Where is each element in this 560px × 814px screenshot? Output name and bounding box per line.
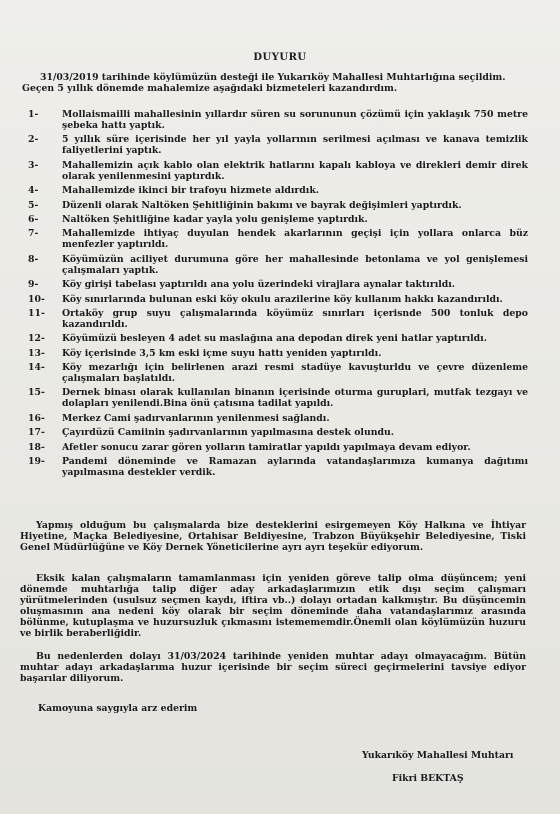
list-item-number: 2- — [28, 134, 39, 146]
list-item-number: 4- — [28, 185, 39, 197]
list-item — [28, 294, 528, 305]
list-item — [28, 348, 528, 359]
list-item — [28, 228, 528, 250]
list-item-number: 11- — [28, 307, 45, 319]
list-item-text: Mahallemizde ihtiyaç duyulan hendek akarlarının geçişi için yollara onlarca büz menfezler yaptırıldı. — [62, 228, 528, 251]
list-item-number: 14- — [28, 362, 45, 374]
list-item-number: 10- — [28, 293, 45, 305]
list-item-number: 6- — [28, 213, 39, 225]
list-item-number: 19- — [28, 456, 45, 468]
list-item-text: Merkez Cami şadırvanlarının yenilenmesi sağlandı. — [62, 412, 330, 424]
list-item-text: Dernek binası olarak kullanılan binanın içerisinde oturma guruplari, mutfak tezgayı ve dolapları yenilendi.Bina önü çatısına tadilat yapıldı. — [62, 387, 528, 410]
list-item-text: Çayırdüzü Camiinin şadırvanlarının yapılmasına destek olundu. — [62, 427, 394, 439]
decision-paragraph — [20, 651, 526, 684]
intro-line-1: 31/03/2019 tarihinde köylümüzün desteği ile Yukarıköy Mahallesi Muhtarlığına seçildim. — [40, 72, 506, 83]
list-item-number: 9- — [28, 279, 39, 291]
list-item-text: 5 yıllık süre içerisinde her yıl yayla yollarının serilmesi açılması ve kanava temizlik faliyetlerini yaptık. — [62, 134, 528, 157]
list-item-number: 5- — [28, 199, 39, 211]
list-item-text: Afetler sonucu zarar gören yolların tamiratlar yapıldı yapılmaya devam ediyor. — [62, 441, 471, 453]
list-item-text: Köy mezarlığı için belirlenen arazi resmi stadüye kavuşturldu ve çevre düzenleme çalışmaları başlatıldı. — [62, 362, 528, 385]
list-item-text: Pandemi döneminde ve Ramazan aylarında vatandaşlarımıza kumanya dağıtımı yapılmasına destekler verdik. — [62, 456, 528, 479]
list-item-number: 12- — [28, 333, 45, 345]
list-item — [28, 109, 528, 131]
closing-line: Kamoyuna saygıyla arz ederim — [38, 703, 198, 714]
list-item — [28, 214, 528, 225]
document-title: DUYURU — [253, 52, 307, 63]
intro-paragraph — [22, 72, 527, 94]
list-item — [28, 134, 528, 156]
list-item — [28, 308, 528, 330]
list-item-text: Köy içerisinde 3,5 km eski içme suyu hattı yeniden yaptırıldı. — [62, 347, 382, 359]
list-item — [28, 254, 528, 276]
list-item-text: Mollaismailli mahallesinin yıllardır süren su sorununun çözümü için yaklaşık 750 metre şebeka hattı yaptık. — [62, 109, 528, 131]
list-item-number: 3- — [28, 159, 39, 171]
list-item-text: Köyümüzü besleyen 4 adet su maslağına ana depodan direk yeni hatlar yaptırıldı. — [62, 333, 487, 345]
list-item-number: 16- — [28, 412, 45, 424]
list-item-number: 7- — [28, 228, 39, 240]
list-item-number: 13- — [28, 347, 45, 359]
list-item — [28, 442, 528, 453]
list-item-text: Mahallemizin açık kablo olan elektrik hatlarını kapalı kabloya ve direkleri demir direk olarak yenilenmesini yaptırdık. — [62, 159, 528, 182]
list-item — [28, 200, 528, 211]
list-item — [28, 185, 528, 196]
reason-paragraph — [20, 573, 526, 639]
list-item — [28, 333, 528, 344]
list-item-text: Köy sınırlarında bulunan eski köy okulu arazilerine köy kullanım hakkı kazandırıldı. — [62, 293, 503, 305]
decision-paragraph-text: Bu nedenlerden dolayı 31/03/2024 tarihinde yeniden muhtar adayı olmayacağım. Bütün muhtar adayı arkadaşlarıma huzur içerisinde bir seçim süreci geçirmelerini tavsiye ediyor başarılar diliyorum. — [20, 651, 526, 684]
list-item-number: 1- — [28, 109, 39, 120]
list-item — [28, 160, 528, 182]
list-item-number: 15- — [28, 387, 45, 399]
list-item-text: Köyümüzün aciliyet durumuna göre her mahallesinde betonlama ve yol genişlemesi çalışmaları yaptık. — [62, 253, 528, 276]
list-item-number: 18- — [28, 441, 45, 453]
signature-office: Yukarıköy Mahallesi Muhtarı — [362, 750, 514, 761]
list-item-text: Naltöken Şehitliğine kadar yayla yolu genişleme yaptırdık. — [62, 213, 368, 225]
list-item — [28, 362, 528, 384]
list-item-text: Mahallemizde ikinci bir trafoyu hizmete aldırdık. — [62, 185, 320, 197]
list-item — [28, 427, 528, 438]
signature-name: Fikri BEKTAŞ — [392, 773, 464, 784]
intro-line-2: Geçen 5 yıllık dönemde mahalemize aşağıdaki bizmeteleri kazandırdım. — [22, 83, 398, 94]
list-item — [28, 279, 528, 290]
services-list — [28, 109, 528, 481]
list-item-text: Ortaköy grup suyu çalışmalarında köyümüz sınırları içerisnde 500 tonluk depo kazandırıldı. — [62, 307, 528, 330]
reason-paragraph-text: Eksik kalan çalışmaların tamamlanması için yeniden göreve talip olma düşüncem; yeni dönemde muhtarlığa talip diğer aday arkadaşlarımızın etik dışı seçim çalışmarı yürütmelerinden (usulsuz seçmen kaydı, iftira vb..) dolayı ortadan kalkmıştır. Bu düşüncemin oluşmasının ana nedeni köy olarak bir seçim döneminde daha vatandaşlarımız arasında bölünme, kutuplaşma ve huzursuzluk çıkmasını istemememdir.Önemli olan köylümüzün huzuru ve birlik beraberliğidir. — [20, 573, 526, 639]
list-item-text: Köy girişi tabelası yaptırıldı ana yolu üzerindeki virajlara aynalar taktırıldı. — [62, 279, 456, 291]
list-item — [28, 456, 528, 478]
list-item-number: 17- — [28, 427, 45, 439]
list-item — [28, 387, 528, 409]
thanks-paragraph-text: Yapmış olduğum bu çalışmalarda bize desteklerini esirgemeyen Köy Halkına ve İhtiyar Hiyetine, Maçka Belediyesine, Ortahisar Beldiyesine, Trabzon Büyükşehir Belediyesine, Tiski Genel Müdürlüğüne ve Köy Dernek Yöneticilerine ayrı ayrı teşekür ediyorum. — [20, 520, 526, 553]
list-item-number: 8- — [28, 253, 39, 265]
thanks-paragraph — [20, 520, 526, 553]
list-item — [28, 413, 528, 424]
list-item-text: Düzenli olarak Naltöken Şehitliğinin bakımı ve bayrak değişimleri yaptırdık. — [62, 199, 462, 211]
